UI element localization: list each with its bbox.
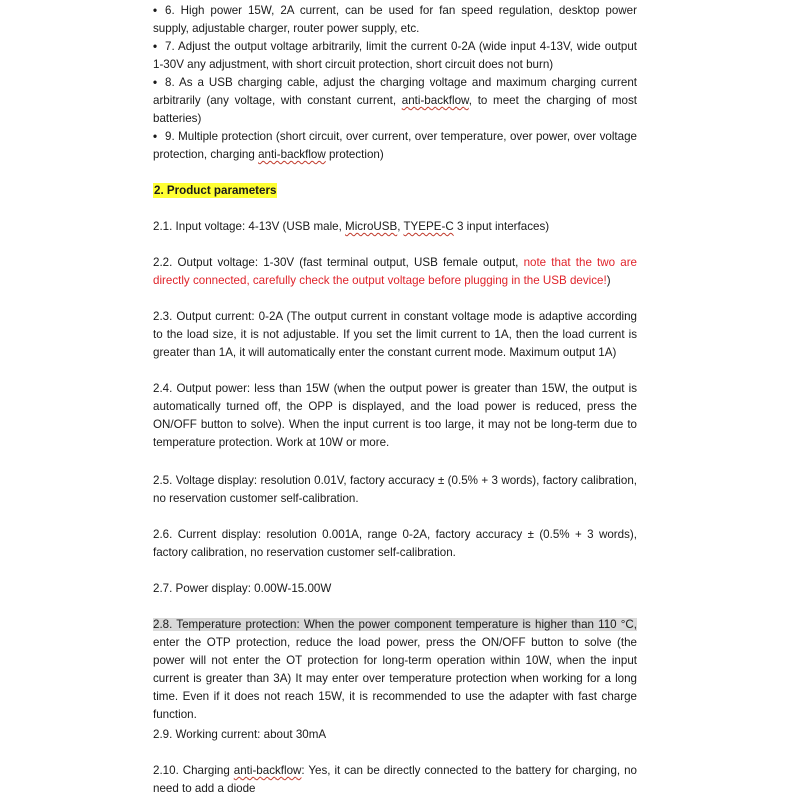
param-charging-anti-backflow: 2.10. Charging anti-backflow: Yes, it can be directly connected to the battery for charging, no need to add a diode	[153, 764, 637, 795]
param-power-display: 2.7. Power display: 0.00W-15.00W	[153, 582, 332, 595]
param-working-current: 2.9. Working current: about 30mA	[153, 728, 327, 741]
param-temperature-protection: 2.8. Temperature protection: When the power component temperature is higher than 110 °C, enter the OTP protection, reduce the load power, press the ON/OFF button to solve (the power will not enter the OT protection for long-term operation within 10W, when the input current is greater than 3A) It may enter over temperature protection when working for a long time. Even if it does not reach 15W, it is recommended to use the adapter with fast charge function.	[153, 618, 637, 721]
param-output-current: 2.3. Output current: 0-2A (The output current in constant voltage mode is adaptive according to the load size, it is not adjustable. If you set the limit current to 1A, then the load current is greater than 1A, it will automatically enter the constant current mode. Maximum output 1A)	[153, 310, 637, 359]
param-current-display: 2.6. Current display: resolution 0.001A, range 0-2A, factory accuracy ± (0.5% + 3 words), factory calibration, no reservation customer self-calibration.	[153, 528, 637, 559]
bullet-icon: •	[153, 40, 158, 53]
param-output-power: 2.4. Output power: less than 15W (when the output power is greater than 15W, the output is automatically turned off, the OPP is displayed, and the load power is reduced, press the ON/OFF button to solve). When the input current is too large, it may not be long-term due to temperature protection. Work at 10W or more.	[153, 382, 637, 449]
param-input-voltage: 2.1. Input voltage: 4-13V (USB male, MicroUSB, TYEPE-C 3 input interfaces)	[153, 220, 550, 233]
bullet-icon: •	[153, 4, 158, 17]
section-title: 2. Product parameters	[154, 184, 277, 197]
bullet-6: • 6. High power 15W, 2A current, can be used for fan speed regulation, desktop power supply, adjustable charger, router power supply, etc.	[153, 4, 637, 35]
bullet-icon: •	[153, 76, 158, 89]
bullet-8: • 8. As a USB charging cable, adjust the charging voltage and maximum charging current arbitrarily (any voltage, with constant current, anti-backflow, to meet the charging of most batteries)	[153, 76, 637, 125]
warning-text: note that the two are directly connected, carefully check the output voltage before plugging in the USB device!	[153, 256, 637, 287]
bullet-7: • 7. Adjust the output voltage arbitrarily, limit the current 0-2A (wide input 4-13V, wide output 1-30V any adjustment, with short circuit protection, short circuit does not burn)	[153, 40, 637, 71]
bullet-9: • 9. Multiple protection (short circuit, over current, over temperature, over power, over voltage protection, charging anti-backflow protection)	[153, 130, 637, 161]
param-voltage-display: 2.5. Voltage display: resolution 0.01V, factory accuracy ± (0.5% + 3 words), factory calibration, no reservation customer self-calibration.	[153, 474, 637, 505]
bullet-icon: •	[153, 130, 158, 143]
param-output-voltage: 2.2. Output voltage: 1-30V (fast terminal output, USB female output, note that the two are directly connected, carefully check the output voltage before plugging in the USB device!)	[153, 256, 637, 287]
